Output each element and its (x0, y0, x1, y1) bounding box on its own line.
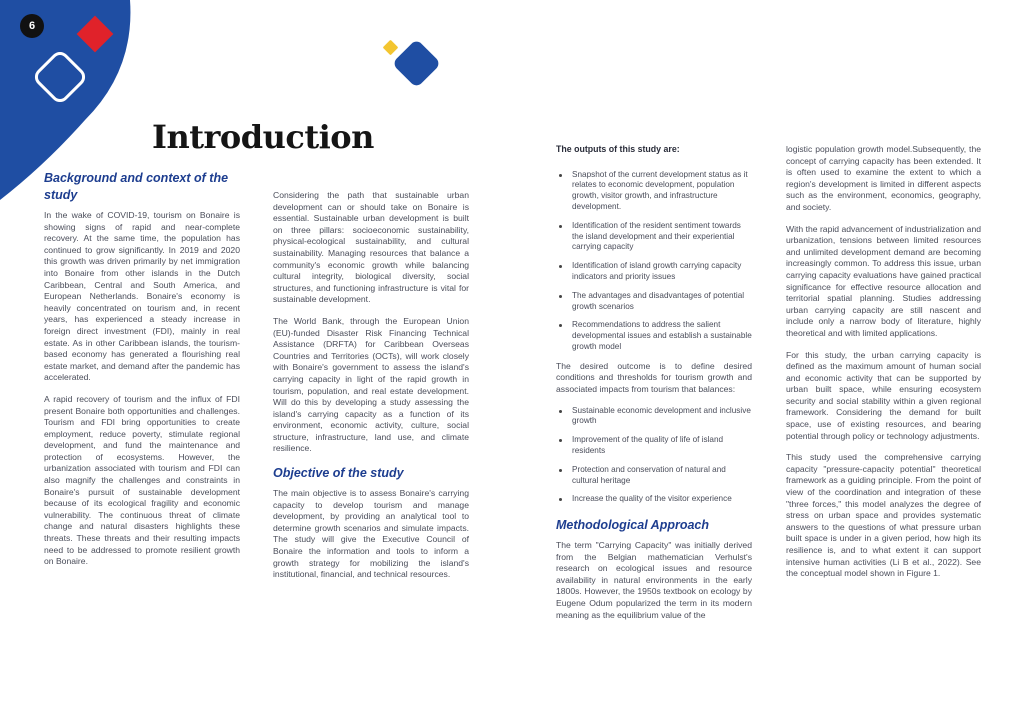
yellow-diamond-icon (383, 40, 399, 56)
column-context (273, 190, 469, 591)
outputs-heading: The outputs of this study are: (556, 144, 680, 154)
list-item: Identification of the resident sentiment towards the island development and their experiential carrying capacity (556, 221, 752, 253)
list-item: Snapshot of the current development status as it relates to economic development, population growth, visitor growth, and infrastructure development. (556, 170, 752, 213)
context-paragraph: The World Bank, through the European Union (EU)-funded Disaster Risk Financing Technical Assistance (DRFTA) for Caribbean Overseas Countries and Territories (OCTs), will work closely with Bonaire's government to assess the island's carrying capacity in light of the rapid growth in tourism, population, and real estate development. Will do this by developing a study assessing the island's carrying capacity as a function of its environment, economic activity, culture, social structure, infrastructure, land use, and climate resilience. (273, 315, 469, 454)
objective-paragraph: The main objective is to assess Bonaire's carrying capacity to develop tourism and manage development, by providing an analytical tool to determine growth scenarios and simulate impacts. The study will give the Executive Council of Bonaire the information and tools to inform a growth strategy for mobilizing the island's institutional, financial, and technical resources. (273, 488, 469, 580)
bullet-icon (559, 265, 562, 268)
outputs-list (556, 170, 752, 353)
list-item: Increase the quality of the visitor experience (556, 494, 752, 505)
balances-list (556, 406, 752, 506)
capacity-paragraph: With the rapid advancement of industrialization and urbanization, tensions between limited resources and unlimited development demand are becoming increasingly common. To address this issue, urban carrying capacity evaluations have gained practical significance for effective resource allocation and territorial spatial planning. Studies addressing urban carrying capacity are still nascent and include only a narrow body of literature, highly theoretical and with limited applications. (786, 223, 981, 338)
column-background (44, 170, 240, 578)
bullet-icon (559, 174, 562, 177)
bullet-icon (559, 498, 562, 501)
capacity-paragraph: For this study, the urban carrying capacity is defined as the maximum amount of human social and economic activity that can be supported by urban built space, while ensuring ecosystem security and social stability within a given regional framework. Considering the demand for built space, use of existing resources, and bearing potential through policy or technology adjustments. (786, 349, 981, 441)
bullet-icon (559, 410, 562, 413)
outcome-paragraph: The desired outcome is to define desired conditions and thresholds for tourism growth and associated impacts from tourism that balances: (556, 360, 752, 394)
background-paragraph: In the wake of COVID-19, tourism on Bonaire is showing signs of rapid and near-complete recovery. At the same time, the population has continued to grow significantly. In 2019 and 2020 this growth was driven primarily by net immigration into Bonaire from other islands in the Dutch Caribbean, Central and South America, and European Netherlands. Bonaire's economy is heavily concentrated on tourism and, in recent years, has experienced a steady increase in foreign direct investment (FDI), mainly in real estate. As in other Caribbean islands, the tourism-based economy has generated a flourishing real estate market, and demand after the pandemic has accelerated. (44, 210, 240, 383)
context-paragraph: Considering the path that sustainable urban development can or should take on Bonaire is essential. Sustainable urban development is built on three pillars: socioeconomic sustainability, physical-ecological sustainability, and cultural sustainability. Managing resources that balance a community's economic growth while balancing cultural integrity, biological diversity, social structures, and functioning infrastructure is vital for sustainable development. (273, 190, 469, 305)
method-paragraph: The term "Carrying Capacity" was initially derived from the Belgian mathematician Verhulst's research on ecological issues and resource availability in natural environments in the early 1800s. However, the 1950s textbook on ecology by Eugene Odum popularized the term in its modern meaning as the equilibrium value of the (556, 540, 752, 620)
capacity-paragraph: This study used the comprehensive carrying capacity "pressure-capacity potential" theoretical framework as a guiding principle. From the point of view of the coordination and integration of these "three forces," this model analyzes the degree of stress on urban space and provides systematic answers to the questions of what pressure urban built space is under in a given period, how high its resilience is, and to what extent it can support intensive human activities (Li B et al., 2022). See the conceptual model shown in Figure 1. (786, 452, 981, 579)
method-heading: Methodological Approach (556, 518, 710, 533)
list-item: Protection and conservation of natural and cultural heritage (556, 465, 752, 487)
bullet-icon (559, 469, 562, 472)
column-outputs (556, 144, 752, 631)
blue-diamond-icon (392, 39, 441, 88)
list-item: Sustainable economic development and inclusive growth (556, 406, 752, 428)
list-item: Recommendations to address the salient developmental issues and establish a sustainable growth model (556, 320, 752, 352)
list-item: Identification of island growth carrying capacity indicators and priority issues (556, 261, 752, 283)
bullet-icon (559, 324, 562, 327)
background-heading: Background and context of the study (44, 171, 229, 202)
list-item: Improvement of the quality of life of island residents (556, 435, 752, 457)
bullet-icon (559, 295, 562, 298)
bullet-icon (559, 439, 562, 442)
objective-heading: Objective of the study (273, 466, 404, 481)
capacity-paragraph: logistic population growth model.Subsequently, the concept of carrying capacity has been extended. It is often used to examine the extent to which a region's development is limited in different aspects such as the environment, economics, geography, and society. (786, 144, 981, 212)
column-carrying-capacity (786, 144, 981, 590)
page-title: Introduction (152, 118, 374, 156)
background-paragraph: A rapid recovery of tourism and the influx of FDI present Bonaire both opportunities and challenges. Tourism and FDI bring opportunities to create employment, reduce poverty, stimulate regional development, and fund the maintenance and protection of ecosystems. However, the urbanization associated with tourism and FDI can also magnify the challenges and constraints in Bonaire's pursuit of sustainable development because of its ecological fragility and economic vulnerability. The continuous threat of climate change and natural disasters highlights these threats. These threats and their resulting impacts need to be addressed to promote resilient growth on Bonaire. (44, 393, 240, 567)
list-item: The advantages and disadvantages of potential growth scenarios (556, 291, 752, 313)
page-number: 6 (20, 14, 44, 38)
bullet-icon (559, 225, 562, 228)
